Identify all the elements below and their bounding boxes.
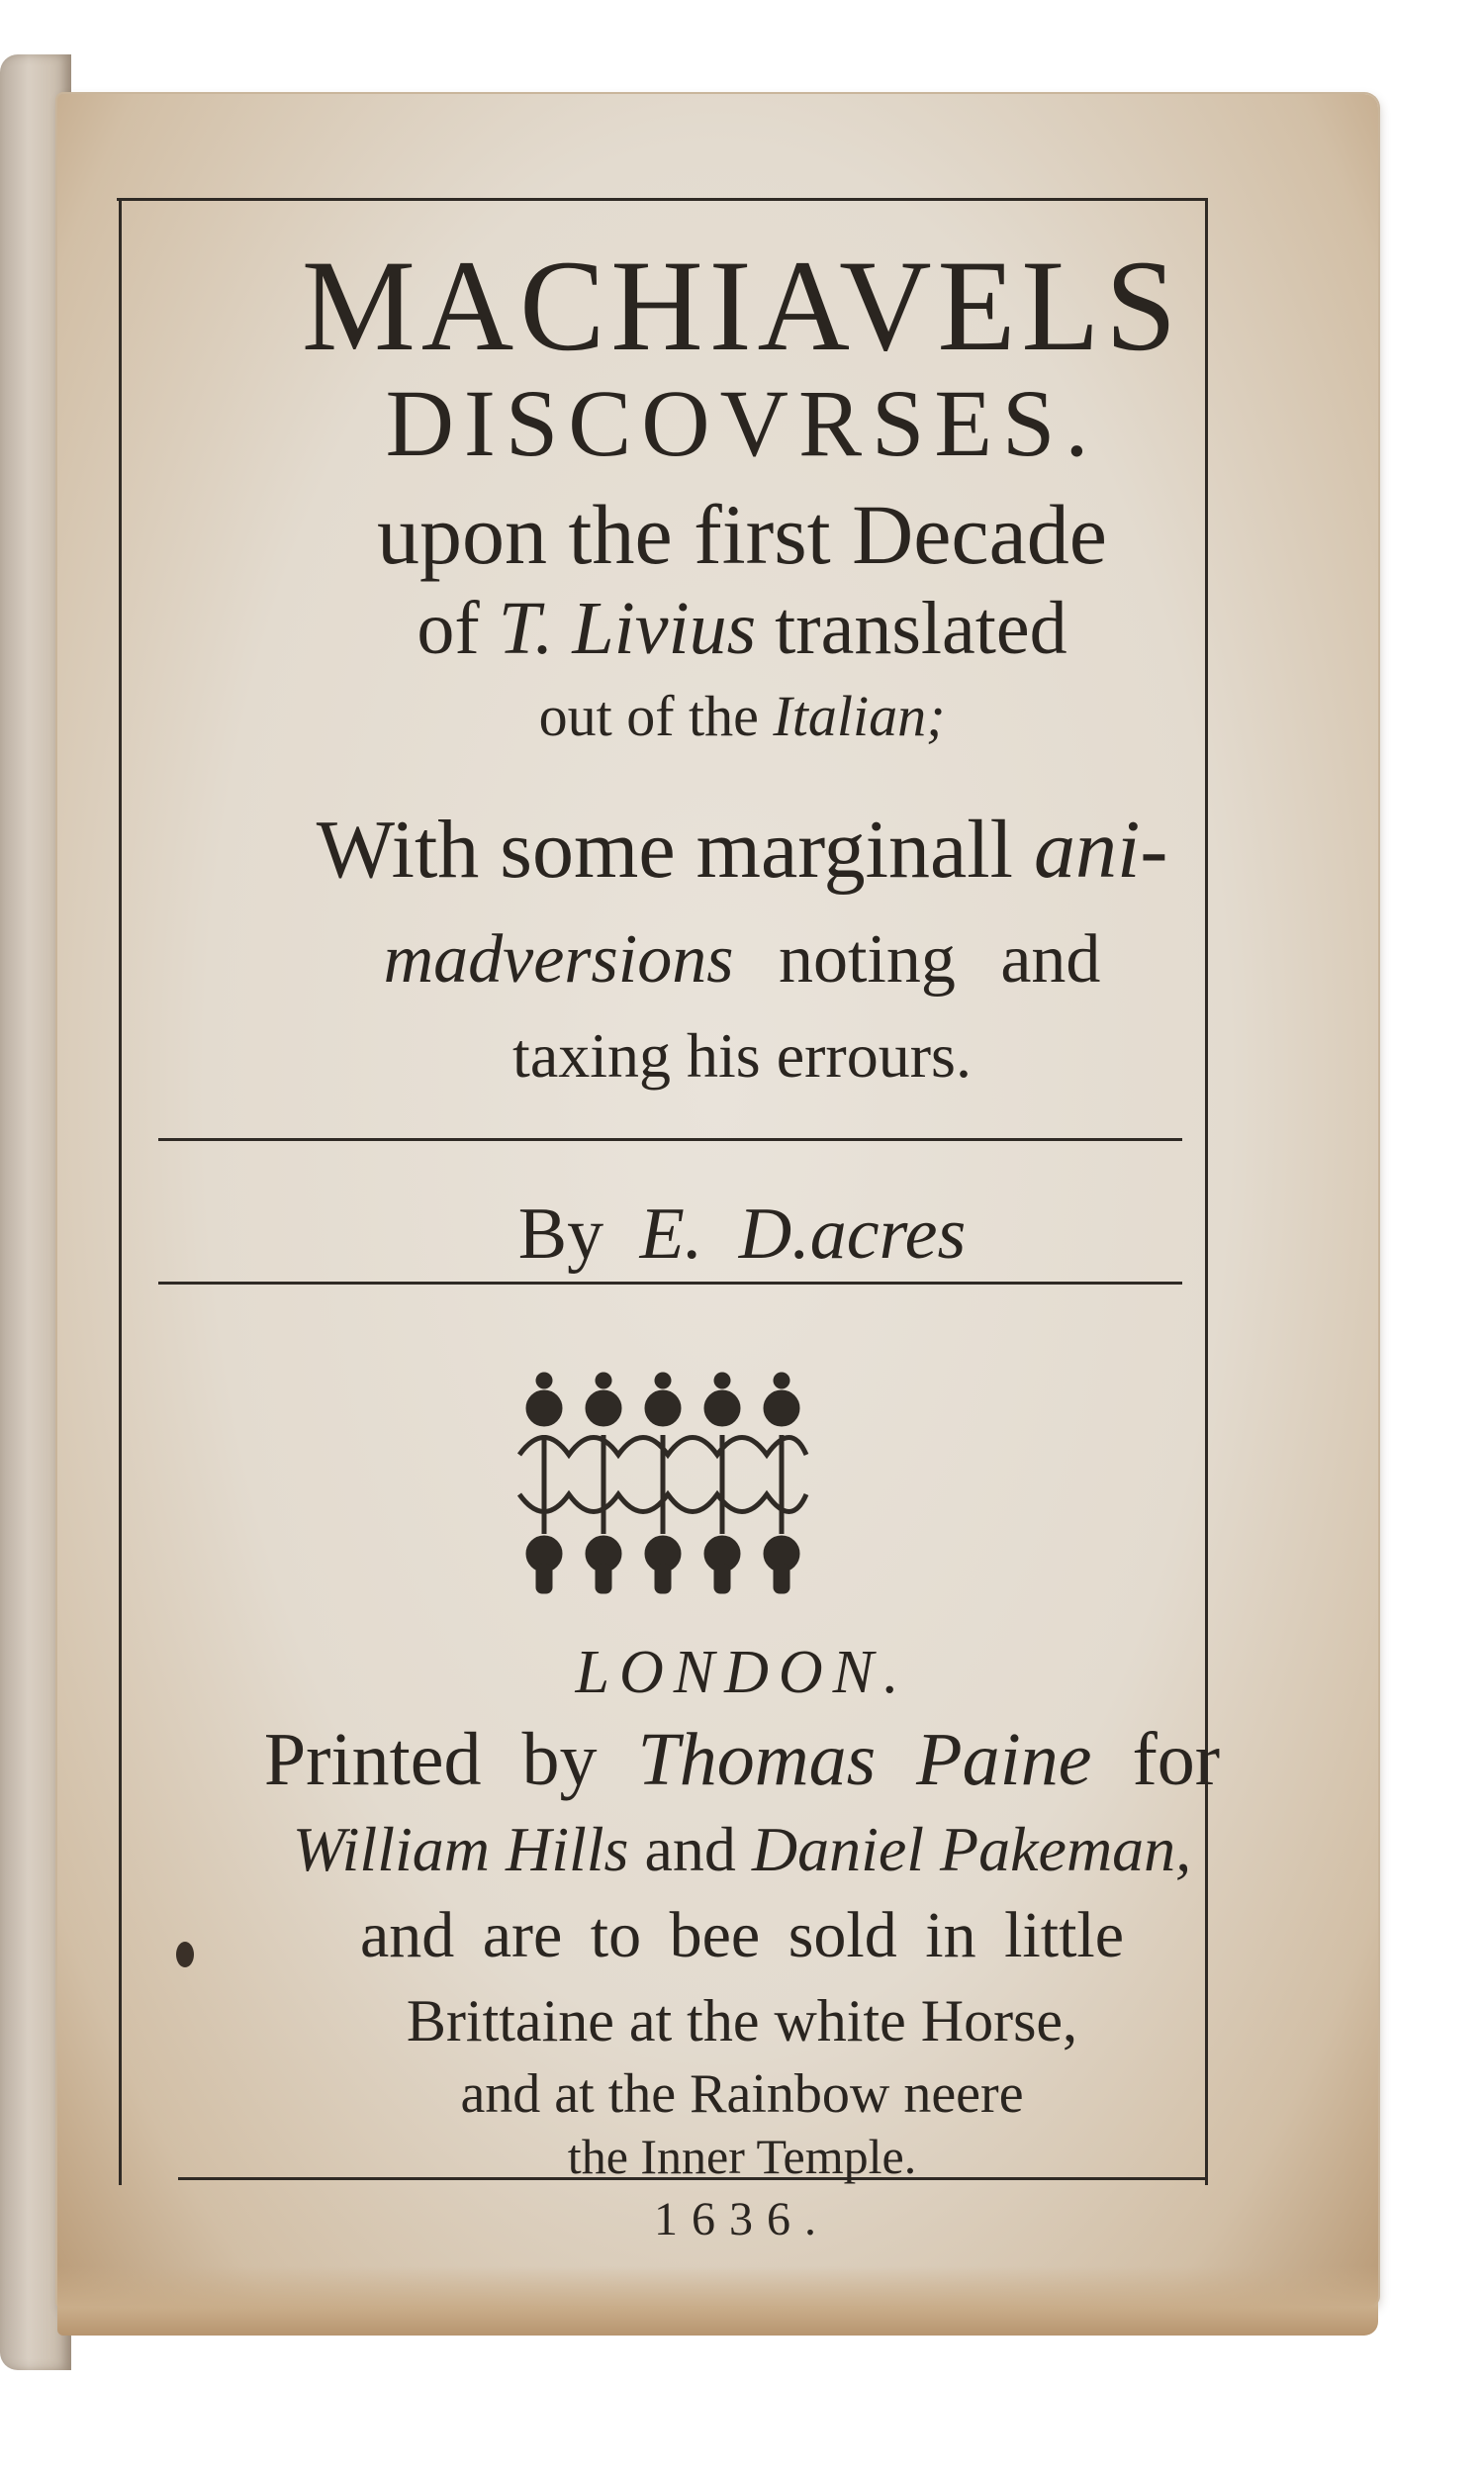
imprint-line-2 [0,1813,1484,1886]
description-line-2 [0,920,1484,1000]
imprint-line-6: the Inner Temple. [567,2129,917,2184]
rule-above-author [158,1138,1182,1141]
imprint-line-1 [0,1717,1484,1803]
subtitle-line-1: upon the first Decade [377,487,1107,582]
fleuron-top-row [526,1373,799,1426]
fleuron-ornament-icon [514,1361,811,1608]
subtitle-line-2 [0,586,1484,672]
bookseller-name: William Hills [292,1814,629,1884]
printer-name: Thomas Paine [637,1718,1092,1801]
imprint-city: LONDON. [575,1639,909,1706]
subtitle-text: out of the [538,684,774,748]
rule-below-author [158,1282,1182,1285]
subtitle-text: translated [756,587,1067,670]
language-italian: Italian; [773,684,946,748]
ink-blot [176,1942,194,1967]
description-italic: ani- [1033,804,1168,896]
subtitle-text: of [417,587,499,670]
imprint-text: Printed by [263,1718,638,1801]
author-livius: T. Livius [498,587,757,670]
imprint-line-5: and at the Rainbow neere [460,2063,1024,2125]
fleuron-scrolls [519,1435,806,1534]
title-line-2: DISCOVRSES. [385,370,1099,476]
author-line [0,1193,1484,1277]
description-text: noting and [733,921,1101,998]
rule-top [117,198,1205,201]
description-line-1 [0,802,1484,898]
description-text: With some marginall [316,804,1034,896]
imprint-line-4: Brittaine at the white Horse, [406,1988,1078,2053]
bookseller-name: Daniel Pakeman, [751,1814,1192,1884]
imprint-line-3: and are to bee sold in little [359,1899,1125,1971]
author-by: By [517,1193,640,1275]
fleuron-bottom-row [526,1536,799,1593]
title-line-1: MACHIAVELS [301,233,1183,378]
description-line-3: taxing his errours. [512,1020,972,1091]
publication-year: 1636. [654,2193,830,2245]
subtitle-line-3 [0,683,1484,749]
description-italic: madversions [383,921,734,998]
imprint-text: and [628,1814,752,1884]
imprint-text: for [1091,1718,1221,1801]
author-name: E. D.acres [639,1193,967,1275]
page-edge-shade [57,2266,1378,2336]
